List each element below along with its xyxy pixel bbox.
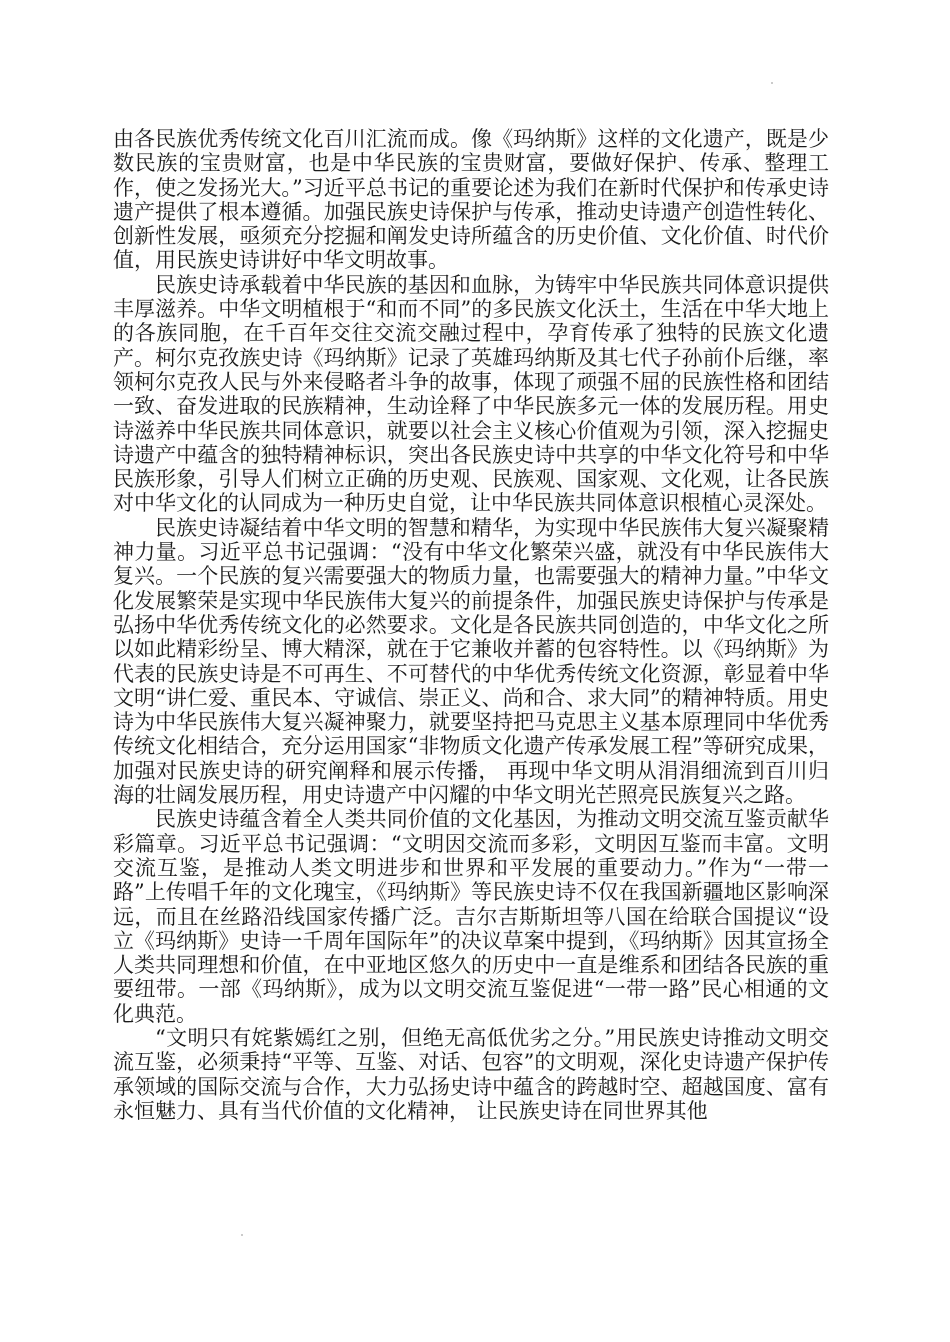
scan-speck	[771, 82, 773, 84]
document-body	[113, 127, 829, 1123]
paragraph-civilization-view: “文明只有姹紫嫣红之别，但绝无高低优劣之分。”用民族史诗推动文明交流互鉴，必须秉持“平等、互鉴、对话、包容”的文明观，深化史诗遗产保护传承领域的国际交流与合作，大力弘扬史诗中蕴含的跨越时空、超越国度、富有永恒魅力、具有当代价值的文化精神， 让民族史诗在同世界其他	[113, 1025, 829, 1123]
paragraph-national-rejuvenation: 民族史诗凝结着中华文明的智慧和精华，为实现中华民族伟大复兴凝聚精神力量。习近平总书记强调：“没有中华文化繁荣兴盛，就没有中华民族伟大复兴。一个民族的复兴需要强大的物质力量，也需要强大的精神力量。”中华文化发展繁荣是实现中华民族伟大复兴的前提条件，加强民族史诗保护与传承是弘扬中华优秀传统文化的必然要求。文化是各民族共同创造的，中华文化之所以如此精彩纷呈、博大精深，就在于它兼收并蓄的包容特性。以《玛纳斯》为代表的民族史诗是不可再生、不可替代的中华优秀传统文化资源，彰显着中华文明“讲仁爱、重民本、守诚信、崇正义、尚和合、求大同”的精神特质。用史诗为中华民族伟大复兴凝神聚力，就要坚持把马克思主义基本原理同中华优秀传统文化相结合，充分运用国家“非物质文化遗产传承发展工程”等研究成果，加强对民族史诗的研究阐释和展示传播， 再现中华文明从涓涓细流到百川归海的壮阔发展历程，用史诗遗产中闪耀的中华文明光芒照亮民族复兴之路。	[113, 515, 829, 808]
paragraph-civilization-exchange: 民族史诗蕴含着全人类共同价值的文化基因，为推动文明交流互鉴贡献华彩篇章。习近平总书记强调：“文明因交流而多彩，文明因互鉴而丰富。文明交流互鉴，是推动人类文明进步和世界和平发展的重要动力。”作为“一带一路”上传唱千年的文化瑰宝，《玛纳斯》等民族史诗不仅在我国新疆地区影响深远，而且在丝路沿线国家传播广泛。吉尔吉斯斯坦等八国在给联合国提议“设立《玛纳斯》史诗一千周年国际年”的决议草案中提到，《玛纳斯》因其宣扬全人类共同理想和价值，在中亚地区悠久的历史中一直是维系和团结各民族的重要纽带。一部《玛纳斯》，成为以文明交流互鉴促进“一带一路”民心相通的文化典范。	[113, 807, 829, 1026]
paragraph-ethnic-unity: 民族史诗承载着中华民族的基因和血脉，为铸牢中华民族共同体意识提供丰厚滋养。中华文明植根于“和而不同”的多民族文化沃土，生活在中华大地上的各族同胞，在千百年交往交流交融过程中，孕育传承了独特的民族文化遗产。柯尔克孜族史诗《玛纳斯》记录了英雄玛纳斯及其七代子孙前仆后继，率领柯尔克孜人民与外来侵略者斗争的故事，体现了顽强不屈的民族性格和团结一致、奋发进取的民族精神，生动诠释了中华民族多元一体的发展历程。用史诗滋养中华民族共同体意识，就要以社会主义核心价值观为引领，深入挖掘史诗遗产中蕴含的独特精神标识，突出各民族史诗中共享的中华文化符号和中华民族形象，引导人们树立正确的历史观、民族观、国家观、文化观，让各民族对中华文化的认同成为一种历史自觉，让中华民族共同体意识根植心灵深处。	[113, 272, 829, 516]
scan-speck	[241, 1234, 243, 1236]
paragraph-continuation: 由各民族优秀传统文化百川汇流而成。像《玛纳斯》这样的文化遗产，既是少数民族的宝贵财富，也是中华民族的宝贵财富，要做好保护、传承、整理工作，使之发扬光大。”习近平总书记的重要论述为我们在新时代保护和传承史诗遗产提供了根本遵循。加强民族史诗保护与传承，推动史诗遗产创造性转化、创新性发展，亟须充分挖掘和阐发史诗所蕴含的历史价值、文化价值、时代价值，用民族史诗讲好中华文明故事。	[113, 127, 829, 273]
